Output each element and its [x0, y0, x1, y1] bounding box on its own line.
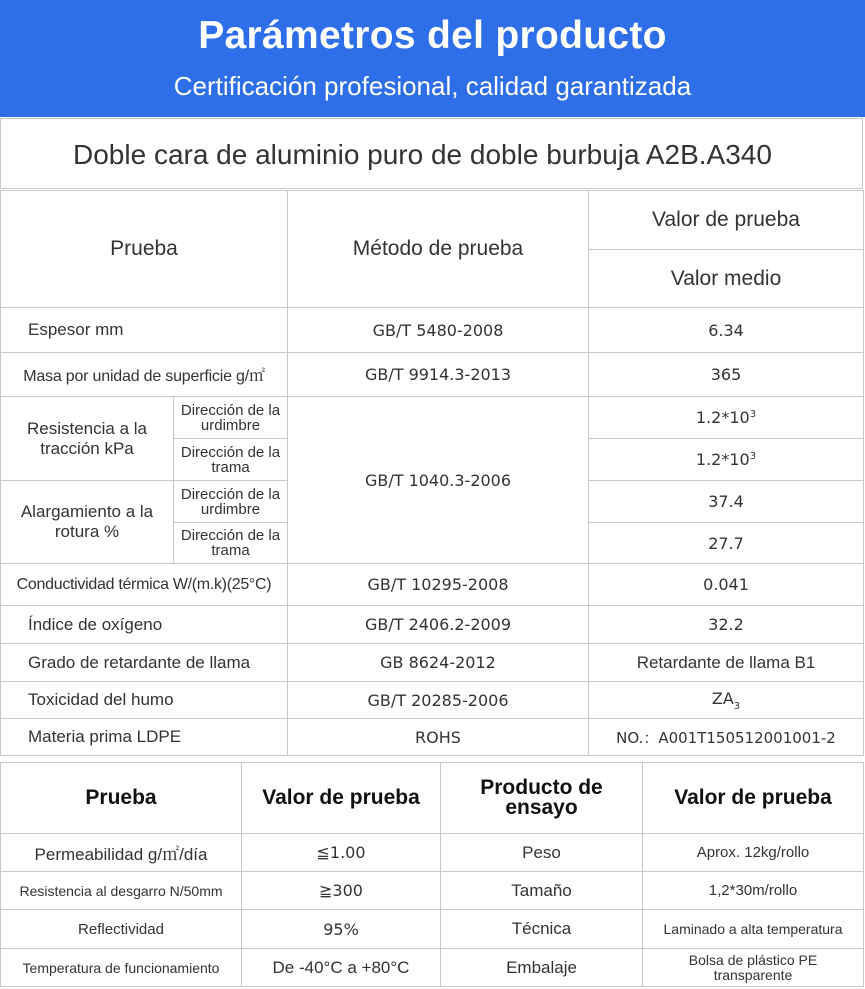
header-valor-prueba: Valor de prueba: [242, 763, 441, 834]
header-prueba: Prueba: [1, 763, 242, 834]
row-product-value: Laminado a alta temperatura: [643, 910, 864, 949]
row-method: GB/T 10295-2008: [288, 564, 589, 606]
row-test: Resistencia al desgarro N/50mm: [1, 872, 242, 910]
row-label: Índice de oxígeno: [1, 606, 288, 644]
page-title: Parámetros del producto: [198, 14, 667, 57]
header-producto: Producto de ensayo: [441, 763, 643, 834]
row-value: ≧300: [242, 872, 441, 910]
table-row: [1, 644, 864, 682]
table-row: [1, 353, 864, 397]
header-prueba: Prueba: [1, 191, 288, 308]
elongation-dir-trama: Dirección de la trama: [174, 523, 288, 564]
row-value: NO.：A001T150512001001-2: [589, 719, 864, 756]
product-name: Doble cara de aluminio puro de doble burbuja A2B.A340: [0, 118, 863, 189]
test-parameters-table: [0, 190, 864, 756]
table-row: [1, 606, 864, 644]
row-value: 95%: [242, 910, 441, 949]
table-row: [1, 719, 864, 756]
row-product-value: Bolsa de plástico PE transparente: [643, 949, 864, 987]
row-method: GB 8624-2012: [288, 644, 589, 682]
row-method: ROHS: [288, 719, 589, 756]
row-value: 32.2: [589, 606, 864, 644]
table-row: [1, 872, 864, 910]
row-method: GB/T 5480-2008: [288, 308, 589, 353]
table-row: [1, 949, 864, 987]
row-label: Grado de retardante de llama: [1, 644, 288, 682]
header-metodo: Método de prueba: [288, 191, 589, 308]
row-label: Toxicidad del humo: [1, 682, 288, 719]
page-subtitle: Certificación profesional, calidad garantizada: [173, 71, 692, 101]
shared-method: GB/T 1040.3-2006: [288, 397, 589, 564]
row-product: Embalaje: [441, 949, 643, 987]
row-value: 0.041: [589, 564, 864, 606]
tensile-value-trama: $1.2*10^3$: [589, 439, 864, 481]
row-value: 365: [589, 353, 864, 397]
row-method: GB/T 2406.2-2009: [288, 606, 589, 644]
tensile-dir-urdimbre: Dirección de la urdimbre: [174, 397, 288, 439]
row-value: Retardante de llama B1: [589, 644, 864, 682]
table-row: [1, 397, 864, 439]
tensile-value-urdimbre: $1.2*10^3$: [589, 397, 864, 439]
table-row: [1, 910, 864, 949]
table-row: [1, 308, 864, 353]
header-valor-medio: Valor medio: [589, 250, 864, 308]
row-label: Conductividad térmica W/(m.k)(25°C): [1, 564, 288, 606]
row-method: GB/T 9914.3-2013: [288, 353, 589, 397]
elongation-dir-urdimbre: Dirección de la urdimbre: [174, 481, 288, 523]
table-row: [1, 564, 864, 606]
header-valor-prueba-2: Valor de prueba: [643, 763, 864, 834]
row-value: 6.34: [589, 308, 864, 353]
row-value: De -40°C a +80°C: [242, 949, 441, 987]
row-product: Peso: [441, 834, 643, 872]
row-product: Tamaño: [441, 872, 643, 910]
header-valor: Valor de prueba: [589, 191, 864, 250]
header-banner: [0, 0, 865, 117]
table-row: [1, 834, 864, 872]
row-label: Materia prima LDPE: [1, 719, 288, 756]
row-test: Permeabilidad g/㎡/día: [1, 834, 242, 872]
additional-properties-table: [0, 762, 864, 987]
row-product-value: Aprox. 12kg/rollo: [643, 834, 864, 872]
row-product-value: 1,2*30m/rollo: [643, 872, 864, 910]
row-value: $ZA_3$: [589, 682, 864, 719]
tensile-dir-trama: Dirección de la trama: [174, 439, 288, 481]
row-test: Temperatura de funcionamiento: [1, 949, 242, 987]
table-row: [1, 682, 864, 719]
row-label: Espesor mm: [1, 308, 288, 353]
elongation-value-trama: 27.7: [589, 523, 864, 564]
row-product: Técnica: [441, 910, 643, 949]
row-label: Masa por unidad de superficie g/㎡: [1, 353, 288, 397]
elongation-label: Alargamiento a la rotura %: [1, 481, 174, 564]
row-test: Reflectividad: [1, 910, 242, 949]
tensile-label: Resistencia a la tracción kPa: [1, 397, 174, 481]
elongation-value-urdimbre: 37.4: [589, 481, 864, 523]
row-value: ≦1.00: [242, 834, 441, 872]
row-method: GB/T 20285-2006: [288, 682, 589, 719]
